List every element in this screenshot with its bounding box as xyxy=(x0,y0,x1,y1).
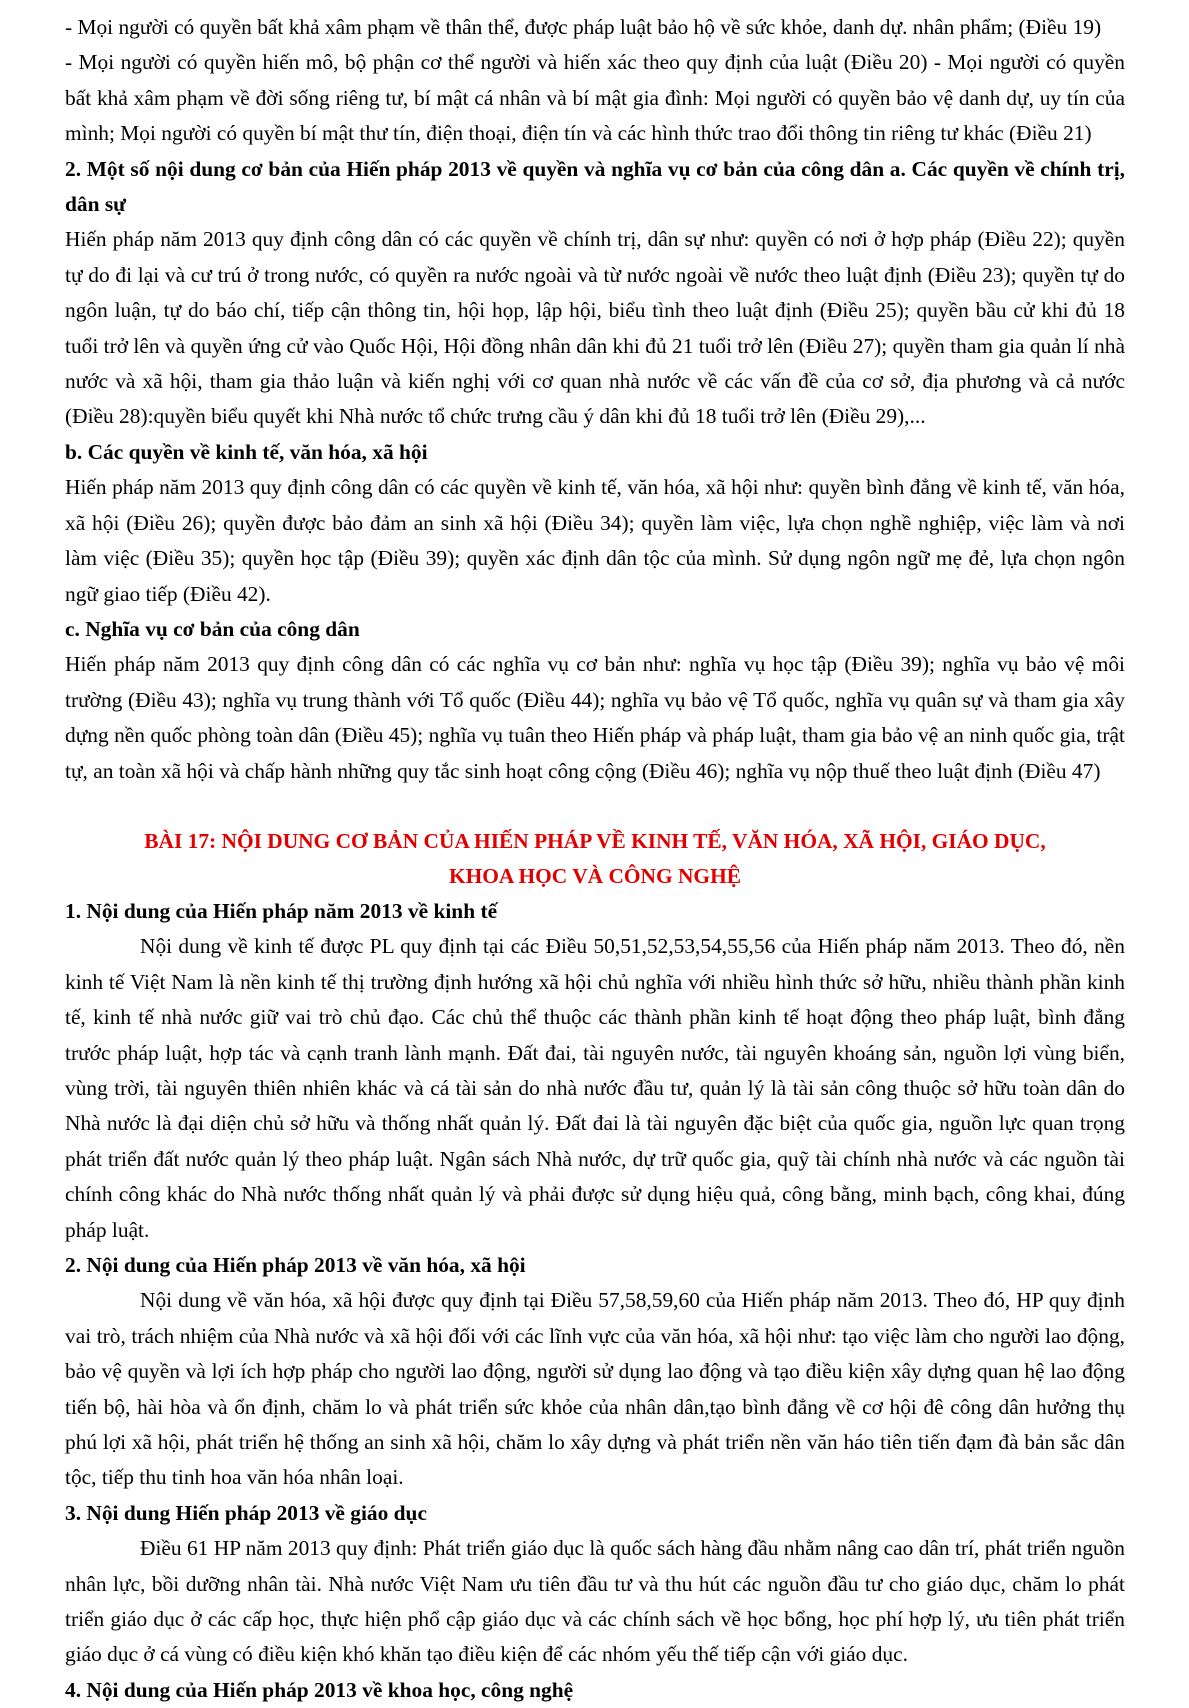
paragraph-dieu-19: - Mọi người có quyền bất khả xâm phạm về thân thể, được pháp luật bảo hộ về sức khỏe, danh dự. nhân phẩm; (Điều 19) xyxy=(65,15,1102,39)
document-page xyxy=(65,10,1125,1708)
lesson-17-paragraph-education: Điều 61 HP năm 2013 quy định: Phát triển giáo dục là quốc sách hàng đầu nhằm nâng cao dân trí, phát triển nguồn nhân lực, bồi dưỡng nhân tài. Nhà nước Việt Nam ưu tiên đầu tư và thu hút các nguồn đầu tư cho giáo dục, chăm lo phát triển giáo dục ở các cấp học, thực hiện phổ cập giáo dục và các chính sách về học bổng, học phí hợp lý, ưu tiên phát triển giáo dục ở cá vùng có điều kiện khó khăn tạo điều kiện để các nhóm yếu thế tiếp cận với giáo dục. xyxy=(65,1536,1125,1667)
lesson-17-title-line-2: KHOA HỌC VÀ CÔNG NGHỆ xyxy=(449,863,741,888)
lesson-17-heading-1: 1. Nội dung của Hiến pháp năm 2013 về kinh tế xyxy=(65,898,498,923)
lesson-17-heading-3: 3. Nội dung Hiến pháp 2013 về giáo dục xyxy=(65,1500,427,1525)
lesson-17-heading-4: 4. Nội dung của Hiến pháp 2013 về khoa học, công nghệ xyxy=(65,1677,574,1702)
section-2-heading: 2. Một số nội dung cơ bản của Hiến pháp 2013 về quyền và nghĩa vụ cơ bản của công dân a. Các quyền về chính trị, dân sự xyxy=(65,156,1125,217)
lesson-17-paragraph-economy: Nội dung về kinh tế được PL quy định tại các Điều 50,51,52,53,54,55,56 của Hiến pháp năm 2013. Theo đó, nền kinh tế Việt Nam là nền kinh tế thị trường định hướng xã hội chủ nghĩa với nhiều hình thức sở hữu, nhiều thành phần kinh tế, kinh tế nhà nước giữ vai trò chủ đạo. Các chủ thể thuộc các thành phần kinh tế hoạt động theo pháp luật, bình đẳng trước pháp luật, hợp tác và cạnh tranh lành mạnh. Đất đai, tài nguyên nước, tài nguyên khoáng sản, nguồn lợi vùng biển, vùng trời, tài nguyên thiên nhiên khác và cá tài sản do nhà nước đầu tư, quản lý là tài sản công thuộc sở hữu toàn dân do Nhà nước là đại diện chủ sở hữu và thống nhất quản lý. Đất đai là tài nguyên đặc biệt của quốc gia, nguồn lực quan trọng phát triển đất nước quản lý theo pháp luật. Ngân sách Nhà nước, dự trữ quốc gia, quỹ tài chính nhà nước và các nguồn tài chính công khác do Nhà nước thống nhất quản lý và phải được sử dụng hiệu quả, công bằng, minh bạch, công khai, đúng pháp luật. xyxy=(65,934,1125,1242)
paragraph-political-rights: Hiến pháp năm 2013 quy định công dân có các quyền về chính trị, dân sự như: quyền có nơi ở hợp pháp (Điều 22); quyền tự do đi lại và cư trú ở trong nước, có quyền ra nước ngoài và từ nước ngoài về nước theo luật định (Điều 23); quyền tự do ngôn luận, tự do báo chí, tiếp cận thông tin, hội họp, lập hội, biểu tình theo luật định (Điều 25); quyền bầu cử khi đủ 18 tuổi trở lên và quyền ứng cử vào Quốc Hội, Hội đồng nhân dân khi đủ 21 tuổi trở lên (Điều 27); quyền tham gia quản lí nhà nước và xã hội, tham gia thảo luận và kiến nghị với cơ quan nhà nước về các vấn đề của cơ sở, địa phương và cả nước (Điều 28):quyền biểu quyết khi Nhà nước tổ chức trưng cầu ý dân khi đủ 18 tuổi trở lên (Điều 29),... xyxy=(65,227,1125,429)
paragraph-basic-duties: Hiến pháp năm 2013 quy định công dân có các nghĩa vụ cơ bản như: nghĩa vụ học tập (Điều 39); nghĩa vụ bảo vệ môi trường (Điều 43); nghĩa vụ trung thành với Tổ quốc (Điều 44); nghĩa vụ bảo vệ Tổ quốc, nghĩa vụ quân sự và tham gia xây dựng nền quốc phòng toàn dân (Điều 45); nghĩa vụ tuân theo Hiến pháp và pháp luật, tham gia bảo vệ an ninh quốc gia, trật tự, an toàn xã hội và chấp hành những quy tắc sinh hoạt công cộng (Điều 46); nghĩa vụ nộp thuế theo luật định (Điều 47) xyxy=(65,652,1125,783)
paragraph-dieu-20-21: - Mọi người có quyền hiến mô, bộ phận cơ thể người và hiến xác theo quy định của luật (Điều 20) - Mọi người có quyền bất khả xâm phạm về đời sống riêng tư, bí mật cá nhân và bí mật gia đình: Mọi người có quyền bảo vệ danh dự, uy tín của mình; Mọi người có quyền bí mật thư tín, điện thoại, điện tín và các hình thức trao đổi thông tin riêng tư khác (Điều 21) xyxy=(65,50,1125,146)
lesson-17-heading-2: 2. Nội dung của Hiến pháp 2013 về văn hóa, xã hội xyxy=(65,1253,526,1277)
section-2b-heading: b. Các quyền về kinh tế, văn hóa, xã hội xyxy=(65,439,428,464)
lesson-17-title-line-1: BÀI 17: NỘI DUNG CƠ BẢN CỦA HIẾN PHÁP VỀ KINH TẾ, VĂN HÓA, XÃ HỘI, GIÁO DỤC, xyxy=(144,828,1046,853)
lesson-17-paragraph-culture-society: Nội dung về văn hóa, xã hội được quy định tại Điều 57,58,59,60 của Hiến pháp năm 2013. Theo đó, HP quy định vai trò, trách nhiệm của Nhà nước và xã hội đối với các lĩnh vực của văn hóa, xã hội như: tạo việc làm cho người lao động, bảo vệ quyền và lợi ích hợp pháp cho người lao động, người sử dụng lao động và tạo điều kiện xây dựng quan hệ lao động tiến bộ, hài hòa và ổn định, chăm lo và phát triển sức khỏe của nhân dân,tạo bình đẳng về cơ hội đê công dân hưởng thụ phú lợi xã hội, phát triển hệ thống an sinh xã hội, chăm lo xây dựng và phát triển nền văn háo tiên tiến đạm đà bản sắc dân tộc, tiếp thu tinh hoa văn hóa nhân loại. xyxy=(65,1288,1125,1490)
lesson-17-title xyxy=(65,824,1125,894)
section-2c-heading: c. Nghĩa vụ cơ bản của công dân xyxy=(65,616,360,641)
paragraph-economic-rights: Hiến pháp năm 2013 quy định công dân có các quyền về kinh tế, văn hóa, xã hội như: quyền bình đẳng về kinh tế, văn hóa, xã hội (Điều 26); quyền được bảo đảm an sinh xã hội (Điều 34); quyền làm việc, lựa chọn nghề nghiệp, việc làm và nơi làm việc (Điều 35); quyền học tập (Điều 39); quyền xác định dân tộc của mình. Sử dụng ngôn ngữ mẹ đẻ, lựa chọn ngôn ngữ giao tiếp (Điều 42). xyxy=(65,475,1125,606)
